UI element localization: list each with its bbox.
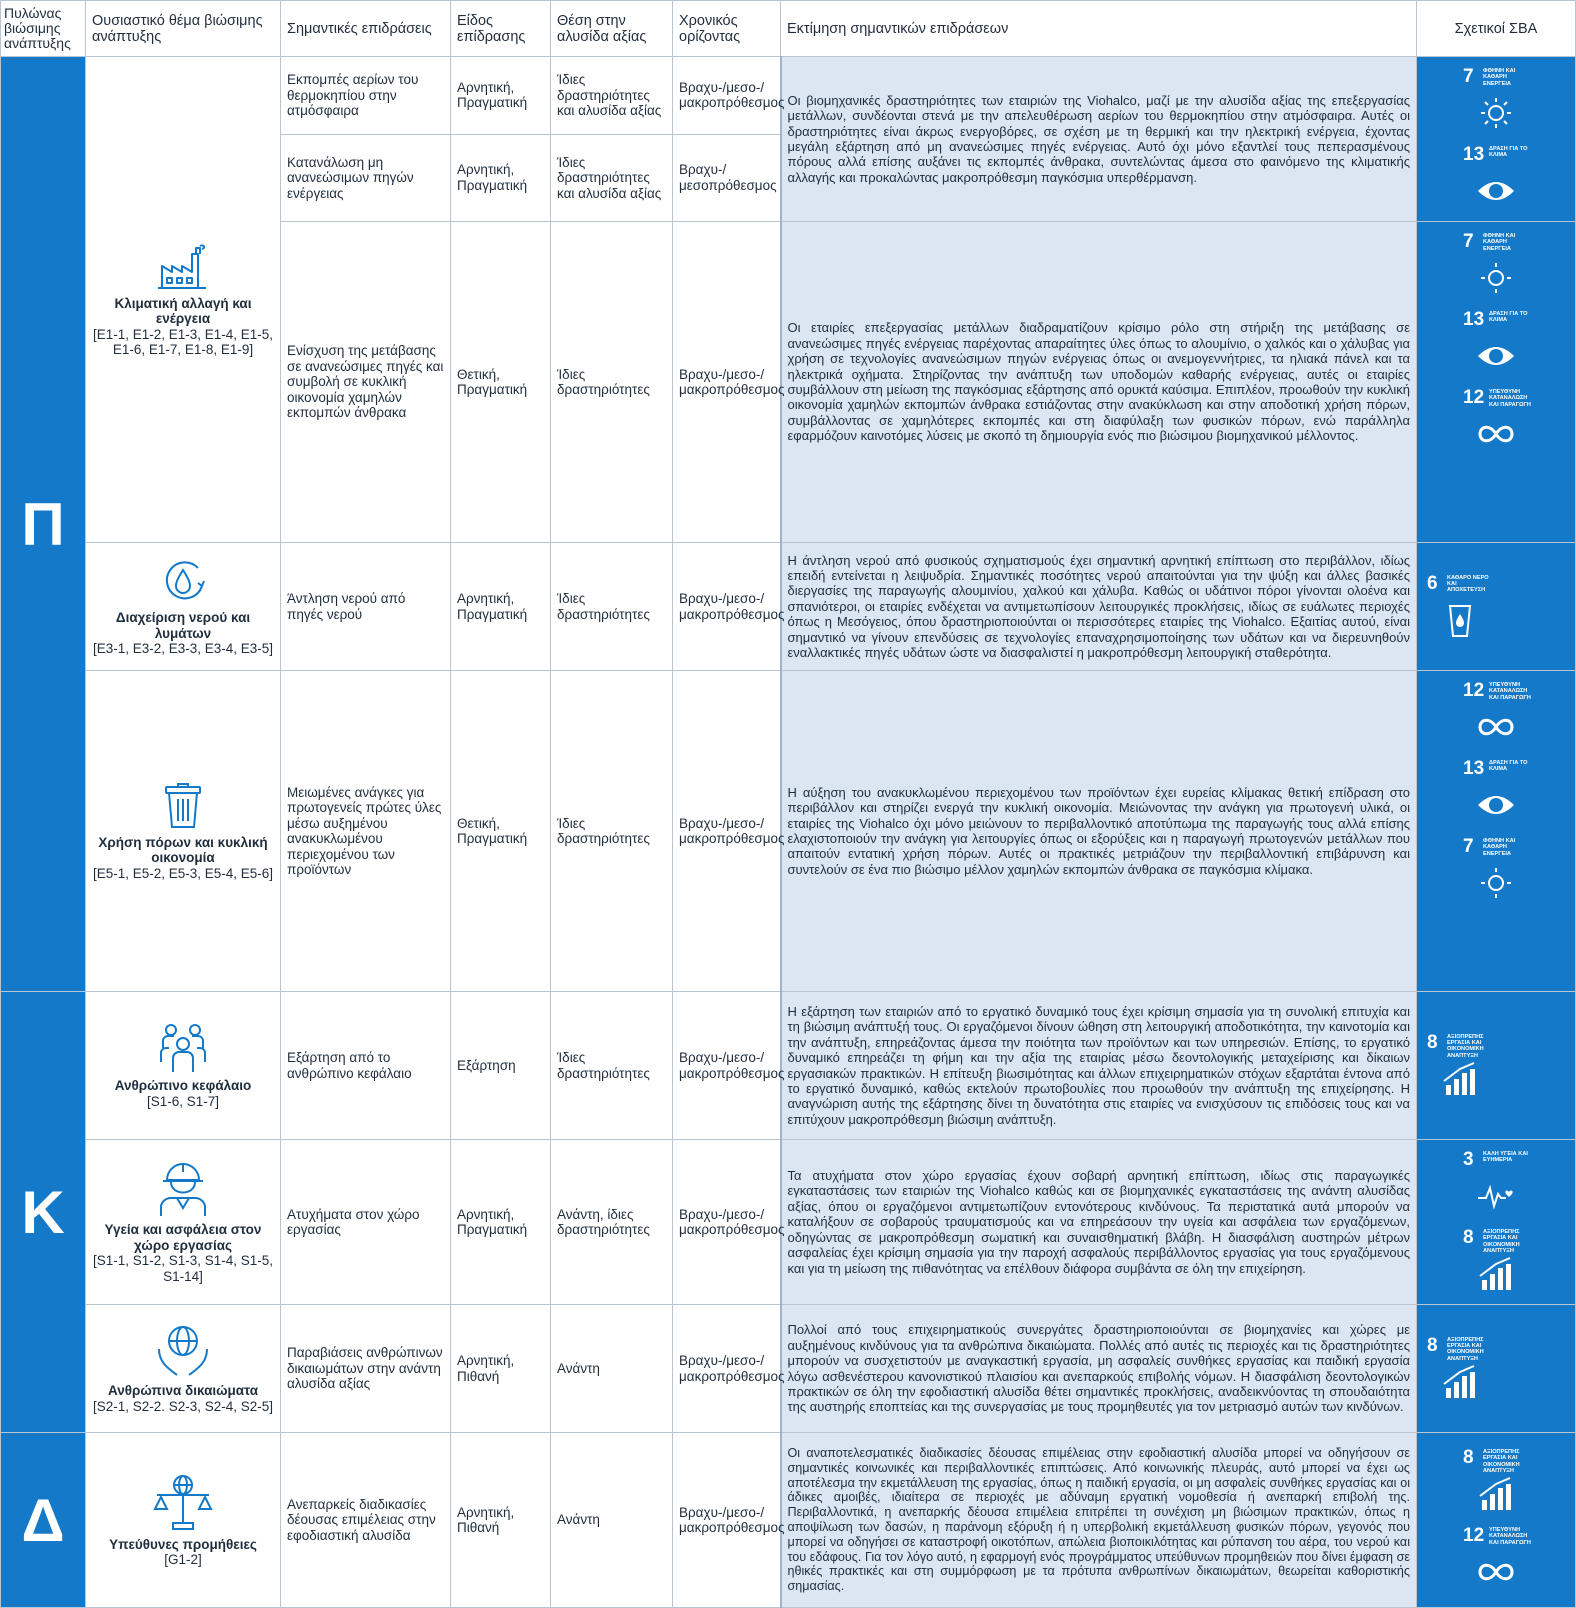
impact-cell: Παραβιάσεις ανθρώπινων δικαιωμάτων στην ανάντη αλυσίδα αξίας (281, 1305, 451, 1433)
topic-name: Ανθρώπινο κεφάλαιο (114, 1078, 252, 1093)
topic-codes: [S1-1, S1-2, S1-3, S1-4, S1-5, S1-14] (92, 1253, 274, 1284)
position-cell: Ανάντη (551, 1433, 673, 1608)
horizon-cell: Βραχυ-/μεσο-/μακροπρόθεσμος (673, 992, 781, 1140)
topic-human-capital (86, 992, 281, 1140)
impact-cell: Εκπομπές αερίων του θερμοκηπίου στην ατμόσφαιρα (281, 57, 451, 135)
horizon-cell: Βραχυ-/μεσο-/μακροπρόθεσμος (673, 1305, 781, 1433)
topic-codes: [S2-1, S2-2. S2-3, S2-4, S2-5] (92, 1398, 274, 1414)
impact-cell: Κατανάλωση μη ανανεώσιμων πηγών ενέργειας (281, 134, 451, 221)
header-assessment: Εκτίμηση σημαντικών επιδράσεων (781, 1, 1417, 57)
pillar-environmental: Π (1, 57, 86, 992)
table-header-row (1, 1, 1576, 57)
position-cell: Ίδιες δραστηριότητες και αλυσίδα αξίας (551, 57, 673, 135)
topic-resources (86, 671, 281, 992)
type-cell: Αρνητική, Πιθανή (451, 1305, 551, 1433)
sdg-cell (1417, 671, 1576, 992)
sdg-6-badge: 6 ΚΑΘΑΡΟ ΝΕΡΟ ΚΑΙ ΑΠΟΧΕΤΕΥΣΗ (1425, 572, 1495, 642)
growth-chart-icon (1440, 1061, 1480, 1097)
sun-icon (1476, 95, 1516, 131)
type-cell: Θετική, Πραγματική (451, 222, 551, 543)
table-row (1, 671, 1576, 992)
assessment-cell: Η αύξηση του ανακυκλωμένου περιεχομένου των προϊόντων έχει ευρείας κλίμακας θετική επίδραση στο περιβάλλον και στηρίζει ενεργά την κυκλική οικονομία. Μειώνοντας την ανάγκη για πρωτογενή υλικά, οι εταιρίες της Viohalco όχι μόνο μειώνουν το περιβαλλοντικό αποτύπωμα της παραγωγής τους αλλά επίσης ελαχιστοποιούν την ανάγκη για λειτουργίες όπως οι εξορύξεις και η παραγωγή πρωτογενών μετάλλων που απαιτούν εντατική χρήση πόρων. Αυτές οι πρακτικές μετριάζουν την περιβαλλοντική επιβάρυνση και συντελούν σε ένα πιο βιώσιμο μέλλον χαμηλών εκπομπών άνθρακα σε παγκόσμια κλίμακα. (781, 671, 1417, 992)
impact-cell: Ατυχήματα στον χώρο εργασίας (281, 1140, 451, 1305)
infinity-icon (1476, 709, 1516, 745)
header-pillar: Πυλώνας βιώσιμης ανάπτυξης (1, 1, 86, 57)
sdg-cell (1417, 1305, 1576, 1433)
sdg-7-badge: 7 ΦΘΗΝΗ ΚΑΙ ΚΑΘΑΡΗ ΕΝΕΡΓΕΙΑ (1461, 835, 1531, 905)
assessment-cell: Πολλοί από τους επιχειρηματικούς συνεργάτες δραστηριοποιούνται σε βιομηχανίες και χώρες με αυξημένους κινδύνους για τα ανθρώπινα δικαιώματα. Πολλές από αυτές τις περιοχές και τις δραστηριότητες μπορούν να συσχετιστούν με αναγκαστική εργασία, μη ασφαλείς συνθήκες εργασίας και παιδική εργασία λόγω ασθενέστερου κανονιστικού πλαισίου και ανεπαρκούς επιβολής νόμων. Η διασφάλιση δεοντολογικών πρακτικών σε όλη την εφοδιαστική αλυσίδα θέτει σημαντικές προκλήσεις, αναδεικνύοντας τη σπουδαιότητα της αυστηρής εποπτείας και της συνεργασίας με τους προμηθευτές για τον μετριασμό αυτών των κινδύνων. (781, 1305, 1417, 1433)
scales-globe-icon (151, 1473, 215, 1533)
header-impacts: Σημαντικές επιδράσεις (281, 1, 451, 57)
sdg-cell (1417, 992, 1576, 1140)
sun-icon (1476, 260, 1516, 296)
topic-codes: [E1-1, E1-2, E1-3, E1-4, E1-5, E1-6, E1-7, E1-8, E1-9] (92, 326, 274, 357)
type-cell: Αρνητική, Πραγματική (451, 543, 551, 671)
growth-chart-icon (1476, 1476, 1516, 1512)
eye-globe-icon (1476, 338, 1516, 374)
impact-cell: Ανεπαρκείς διαδικασίες δέουσας επιμέλειας στην εφοδιαστική αλυσίδα (281, 1433, 451, 1608)
horizon-cell: Βραχυ-/μεσο-/μακροπρόθεσμος (673, 1140, 781, 1305)
position-cell: Ίδιες δραστηριότητες (551, 671, 673, 992)
position-cell: Ίδιες δραστηριότητες (551, 543, 673, 671)
factory-icon (156, 242, 210, 292)
type-cell: Αρνητική, Πιθανή (451, 1433, 551, 1608)
topic-human-rights (86, 1305, 281, 1433)
eye-globe-icon (1476, 173, 1516, 209)
assessment-cell: Οι αναποτελεσματικές διαδικασίες δέουσας επιμέλειας στην εφοδιαστική αλυσίδα μπορεί να οδηγήσουν σε σημαντικές κοινωνικές και περιβαλλοντικές επιπτώσεις. Από κοινωνικής πλευράς, αυτό μπορεί να έχει ως αποτέλεσμα την εκμετάλλευση της εργασίας, όπως η παιδική εργασία, οι μη ασφαλείς συνθήκες εργασίας και οι άδικες αμοιβές, ιδιαίτερα σε περιοχές με αδύναμη εργατική νομοθεσία ή ανεπαρκή επιβολή της. Περιβαλλοντικά, η ανεπαρκής δέουσα επιμέλεια επιτρέπει τη συνέχιση μη βιώσιμων πρακτικών, όπως η αποψίλωση των δασών, η παράνομη εξόρυξη ή η υπερβολική εκμετάλλευση φυσικών πόρων, γεγονός που μπορεί να οδηγήσει σε καταστροφή οικοτόπων, απώλεια βιοποικιλότητας και ρύπανση του αέρα, του νερού και του εδάφους. Για τον λόγο αυτό, η εφαρμογή ενός προγράμματος υπεύθυνων προμηθειών που δίνει έμφαση σε ηθικές πρακτικές και στη συμμόρφωση με τα πρότυπα ανθρωπίνων δικαιωμάτων, θεωρείται καθοριστικής σημασίας. (781, 1433, 1417, 1608)
topic-procurement (86, 1433, 281, 1608)
impact-cell: Εξάρτηση από το ανθρώπινο κεφάλαιο (281, 992, 451, 1140)
position-cell: Ίδιες δραστηριότητες (551, 992, 673, 1140)
topic-name: Υπεύθυνες προμήθειες (109, 1536, 257, 1552)
globe-hands-icon (155, 1323, 211, 1379)
horizon-cell: Βραχυ-/μεσο-/μακροπρόθεσμος (673, 671, 781, 992)
topic-water (86, 543, 281, 671)
sdg-12-badge: 12 ΥΠΕΥΘΥΝΗ ΚΑΤΑΝΑΛΩΣΗ ΚΑΙ ΠΑΡΑΓΩΓΗ (1461, 679, 1531, 749)
sdg-8-badge: 8 ΑΞΙΟΠΡΕΠΗΣ ΕΡΓΑΣΙΑ ΚΑΙ ΟΙΚΟΝΟΜΙΚΗ ΑΝΑΠΤΥΞΗ (1425, 1031, 1495, 1101)
assessment-cell: Οι βιομηχανικές δραστηριότητες των εταιριών της Viohalco, μαζί με την αλυσίδα αξίας της επεξεργασίας μετάλλων, συνδέονται στενά με την απελευθέρωση αερίων του θερμοκηπίου στην ατμόσφαιρα. Αυτές οι δραστηριότητες είναι άκρως ενεργοβόρες, σε σχέση με τη θερμική και την ηλεκτρική ενέργεια, έχοντας μεγάλη εξάρτηση από μη ανανεώσιμες πηγές ενέργειας. Αυτό όχι μόνο εξαντλεί τους πεπερασμένους πόρους αλλά επίσης αυξάνει τις εκπομπές άνθρακα, συντελώντας άμεσα στο φαινόμενο της κλιματικής αλλαγής και προκαλώντας μακροπρόθεσμη παγκόσμια υπερθέρμανση. (781, 57, 1417, 222)
type-cell: Αρνητική, Πραγματική (451, 1140, 551, 1305)
horizon-cell: Βραχυ-/μεσο-/μακροπρόθεσμος (673, 222, 781, 543)
sdg-7-badge: 7 ΦΘΗΝΗ ΚΑΙ ΚΑΘΑΡΗ ΕΝΕΡΓΕΙΑ (1461, 65, 1531, 135)
sdg-3-badge: 3 ΚΑΛΗ ΥΓΕΙΑ ΚΑΙ ΕΥΗΜΕΡΙΑ (1461, 1148, 1531, 1218)
eye-globe-icon (1476, 787, 1516, 823)
horizon-cell: Βραχυ-/μεσο-/ μακροπρόθεσμος (673, 543, 781, 671)
table-row (1, 1433, 1576, 1608)
header-type: Είδος επίδρασης (451, 1, 551, 57)
header-position: Θέση στην αλυσίδα αξίας (551, 1, 673, 57)
assessment-cell: Η εξάρτηση των εταιριών από το εργατικό δυναμικό τους έχει κρίσιμη σημασία για τη συνολική επιτυχία και τη βιώσιμη ανάπτυξή τους. Οι εργαζόμενοι δίνουν ώθηση στη λειτουργική αποδοτικότητα, την καινοτομία και την ανάπτυξη, επηρεάζοντας άμεσα την ποιότητα των προϊόντων και των υπηρεσιών. Επίσης, το εργατικό δυναμικό επηρεάζει τη φήμη και την αξία της εταιρίας μέσω δεοντολογικής μεταχείρισης και δίκαιων εργασιακών πρακτικών. Η επίτευξη βιωσιμότητας και άλλων επιχειρηματικών στόχων εξαρτάται έντονα από το εργατικό δυναμικό, καθώς εκτελούν πρωτοβουλίες που προωθούν την ανάπτυξη της επιχείρησης. Η αναγνώριση αυτής της εξάρτησης δίνει τη δυνατότητα στις εταιρίες να ενισχύσουν τις επιδόσεις τους και να επιτύχουν μακροπρόθεσμη βιώσιμη ανάπτυξη. (781, 992, 1417, 1140)
position-cell: Ίδιες δραστηριότητες και αλυσίδα αξίας (551, 134, 673, 221)
water-glass-icon (1440, 602, 1480, 638)
table-row (1, 1140, 1576, 1305)
sdg-cell (1417, 543, 1576, 671)
topic-codes: [E3-1, E3-2, E3-3, E3-4, E3-5] (92, 641, 274, 657)
sdg-8-badge: 8 ΑΞΙΟΠΡΕΠΗΣ ΕΡΓΑΣΙΑ ΚΑΙ ΟΙΚΟΝΟΜΙΚΗ ΑΝΑΠΤΥΞΗ (1461, 1446, 1531, 1516)
sdg-13-badge: 13 ΔΡΑΣΗ ΓΙΑ ΤΟ ΚΛΙΜΑ (1461, 143, 1531, 213)
sdg-8-badge: 8 ΑΞΙΟΠΡΕΠΗΣ ΕΡΓΑΣΙΑ ΚΑΙ ΟΙΚΟΝΟΜΙΚΗ ΑΝΑΠΤΥΞΗ (1461, 1226, 1531, 1296)
header-topic: Ουσιαστικό θέμα βιώσιμης ανάπτυξης (86, 1, 281, 57)
table-row (1, 1305, 1576, 1433)
hardhat-worker-icon (155, 1160, 211, 1218)
sdg-13-badge: 13 ΔΡΑΣΗ ΓΙΑ ΤΟ ΚΛΙΜΑ (1461, 757, 1531, 827)
type-cell: Θετική, Πραγματική (451, 671, 551, 992)
sdg-12-badge: 12 ΥΠΕΥΘΥΝΗ ΚΑΤΑΝΑΛΩΣΗ ΚΑΙ ΠΑΡΑΓΩΓΗ (1461, 386, 1531, 456)
table-row (1, 543, 1576, 671)
topic-climate (86, 57, 281, 543)
assessment-cell: Η άντληση νερού από φυσικούς σχηματισμούς έχει σημαντική αρνητική επίπτωση στο περιβάλλον, ιδίως επειδή εντείνεται η λειψυδρία. Σημαντικές ποσότητες νερού απαιτούνται για την ψύξη και άλλες βασικές διεργασίες της παραγωγής αλουμινίου, χαλκού και χάλυβα. Καθώς οι υδάτινοι πόροι γίνονται ολοένα και σπανιότεροι, οι εταιρίες ενδέχεται να αντιμετωπίσουν λειτουργικές προκλήσεις, ιδίως σε ευάλωτες περιοχές όπως η Μεσόγειος, όπου δραστηριοποιούνται οι περισσότερες εταιρίες της Viohalco. Εξαιτίας αυτού, είναι σημαντικό να γίνουν επενδύσεις σε τεχνολογίες επαναχρησιμοποίησης των υδάτων και να διερευνηθούν εναλλακτικές πηγές υδάτων ώστε να διασφαλιστεί η μακροπρόθεσμη λειτουργική σταθερότητα. (781, 543, 1417, 671)
topic-name: Χρήση πόρων και κυκλική οικονομία (98, 834, 268, 866)
growth-chart-icon (1440, 1364, 1480, 1400)
topic-name: Κλιματική αλλαγή και ενέργεια (114, 295, 252, 326)
horizon-cell: Βραχυ-/μεσο-/μακροπρόθεσμος (673, 1433, 781, 1608)
horizon-cell: Βραχυ-/μεσο-/μακροπρόθεσμος (673, 57, 781, 135)
position-cell: Ανάντη, ίδιες δραστηριότητες (551, 1140, 673, 1305)
sun-icon (1476, 865, 1516, 901)
sdg-7-badge: 7 ΦΘΗΝΗ ΚΑΙ ΚΑΘΑΡΗ ΕΝΕΡΓΕΙΑ (1461, 230, 1531, 300)
sdg-cell (1417, 222, 1576, 543)
infinity-icon (1476, 416, 1516, 452)
table-row (1, 992, 1576, 1140)
growth-chart-icon (1476, 1256, 1516, 1292)
water-drop-icon (158, 556, 208, 606)
topic-name: Διαχείριση νερού και λυμάτων (115, 610, 251, 641)
sdg-12-badge: 12 ΥΠΕΥΘΥΝΗ ΚΑΤΑΝΑΛΩΣΗ ΚΑΙ ΠΑΡΑΓΩΓΗ (1461, 1524, 1531, 1594)
header-horizon: Χρονικός ορίζοντας (673, 1, 781, 57)
position-cell: Ίδιες δραστηριότητες (551, 222, 673, 543)
infinity-icon (1476, 1554, 1516, 1590)
horizon-cell: Βραχυ-/μεσοπρόθεσμος (673, 134, 781, 221)
type-cell: Αρνητική, Πραγματική (451, 134, 551, 221)
header-sdg: Σχετικοί ΣΒΑ (1417, 1, 1576, 57)
position-cell: Ανάντη (551, 1305, 673, 1433)
impact-cell: Μειωμένες ανάγκες για πρωτογενείς πρώτες ύλες μέσω αυξημένου ανακυκλωμένου περιεχομένου των προϊόντων (281, 671, 451, 992)
topic-name: Υγεία και ασφάλεια στον χώρο εργασίας (104, 1222, 262, 1253)
table-row (1, 57, 1576, 135)
sdg-8-badge: 8 ΑΞΙΟΠΡΕΠΗΣ ΕΡΓΑΣΙΑ ΚΑΙ ΟΙΚΟΝΟΜΙΚΗ ΑΝΑΠΤΥΞΗ (1425, 1334, 1495, 1404)
pillar-social: Κ (1, 992, 86, 1433)
topic-name: Ανθρώπινα δικαιώματα (107, 1383, 259, 1398)
pillar-governance: Δ (1, 1433, 86, 1608)
type-cell: Αρνητική, Πραγματική (451, 57, 551, 135)
sdg-cell (1417, 1140, 1576, 1305)
sdg-13-badge: 13 ΔΡΑΣΗ ΓΙΑ ΤΟ ΚΛΙΜΑ (1461, 308, 1531, 378)
impact-cell: Άντληση νερού από πηγές νερού (281, 543, 451, 671)
assessment-cell: Τα ατυχήματα στον χώρο εργασίας έχουν σοβαρή αρνητική επίπτωση, ιδίως στις παραγωγικές εγκαταστάσεις των εταιριών της Viohalco καθώς και σε βιομηχανικές εγκαταστάσεις της ανάντη αλυσίδας αξίας, όπου οι εργαζόμενοι αντιμετωπίζουν εντονότερους κινδύνους. Τα περιστατικά αυτά μπορούν να καταλήξουν σε σοβαρούς τραυματισμούς και να επηρεάσουν την υγεία και ασφάλεια των εργαζόμενων, οδηγώντας σε μακροπρόθεσμη σωματική και συναισθηματική βλάβη. Η διασφάλιση αυστηρών μέτρων ασφαλείας έχει κρίσιμη σημασία για την παροχή ασφαλούς περιβάλλοντος εργασίας για τους εργαζόμενους και για τη μείωση της πιθανότητας να επέλθουν διάφορα συμβάντα σε όλη την επιχείρηση. (781, 1140, 1417, 1305)
sdg-cell (1417, 1433, 1576, 1608)
topic-codes: [S1-6, S1-7] (146, 1093, 220, 1109)
assessment-cell: Οι εταιρίες επεξεργασίας μετάλλων διαδραματίζουν κρίσιμο ρόλο στη στήριξη της μετάβασης σε ανανεώσιμες πηγές ενέργειας παρέχοντας απαραίτητες ύλες όπως το αλουμίνιο, ο χαλκός και ο χάλυβας για χρήση σε τεχνολογίες ανανεώσιμων πηγών ενέργειας όπως οι ανεμογεννήτριες, τα ηλιακά πάνελ και τα ηλεκτρικά οχήματα. Στηρίζοντας την ανάπτυξη των υποδομών καθαρής ενέργειας, αυτές οι εταιρίες συμβάλλουν στη μείωση της παγκόσμιας εξάρτησης από ορυκτά καύσιμα. Επιπλέον, προωθούν την κυκλική οικονομία χαμηλών εκπομπών άνθρακα εστιάζοντας στην ανακύκλωση και στην αποδοτική χρήση πόρων, συμβάλλοντας σε χαμηλότερες εκπομπές και στη διαφύλαξη των φυσικών πόρων, ενώ παράλληλα εφαρμόζουν καινοτόμες λύσεις με σκοπό τη δημιουργία ενός πιο βιώσιμου βιομηχανικού μέλλοντος. (781, 222, 1417, 543)
topic-codes: [E5-1, E5-2, E5-3, E5-4, E5-6] (92, 865, 274, 881)
heartbeat-icon (1476, 1178, 1516, 1214)
impact-cell: Ενίσχυση της μετάβασης σε ανανεώσιμες πηγές και συμβολή σε κυκλική οικονομία χαμηλών εκπομπών άνθρακα (281, 222, 451, 543)
trash-bin-icon (161, 781, 205, 831)
type-cell: Εξάρτηση (451, 992, 551, 1140)
topic-codes: [G1-2] (164, 1552, 202, 1567)
sdg-cell (1417, 57, 1576, 222)
people-group-icon (155, 1022, 211, 1074)
topic-health-safety (86, 1140, 281, 1305)
